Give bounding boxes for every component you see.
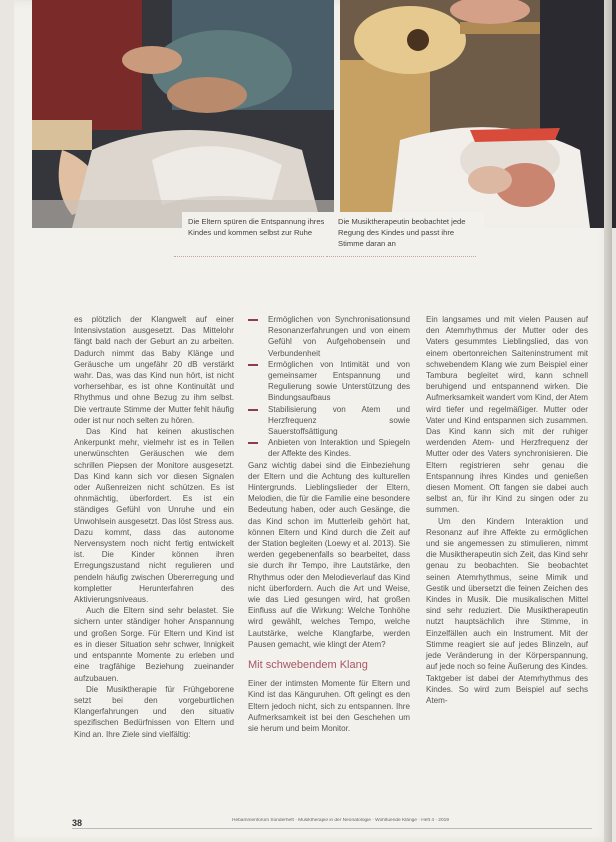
photo-parents-with-baby [32,0,334,228]
therapy-goals-list [248,314,410,460]
footer-divider [72,828,592,829]
list-item: Ermöglichen von Synchronisationsund Resonanzerfahrungen und von einem Gefühl von Aufgehobensein und Verbundenheit [248,314,410,359]
column3-paragraph: Ein langsames und mit vielen Pausen auf den Atemrhythmus der Mutter oder des Vaters gesummtes Lieblingslied, das von einem obertonreichen Saiteninstrument mit schwebendem Klang wie zum Beispiel einer Tambura begleitet wird, kann schnell beruhigend und entspannend wirken. Die Aufmerksamkeit wandert vom Kind, der Atem wird tiefer und regelmäßiger. Mutter oder Vater und Kind entspannen sich zusammen. Das Kind kann sich mit der ruhiger werdenden Atem- und Herzfrequenz der Mutter oder des Vaters synchronisieren. Die Eltern registrieren sehr genau die Entspannung ihres Kindes und genießen diesen Moment. Oft fangen sie dabei auch selbst an, für ihr Kind zu singen oder zu summen. [426,315,588,515]
photo-parents-illustration [32,0,334,228]
column2-paragraph: Ganz wichtig dabei sind die Einbeziehung der Eltern und die Achtung des kulturellen Hintergrunds. Lieblingslieder der Eltern, Melodien, die für die Familie eine besondere Bedeutung haben, oder auch Gesänge, die das Kind schon im Mutterleib gehört hat, können Eltern und Kind durch die Zeit auf der Station begleiten (Loewy et al. 2013). Sie werden gegebenenfalls so bearbeitet, dass sie durch ihr Tempo, ihre Lautstärke, den Rhythmus oder den Melodieverlauf das Kind nicht überfordern. Auch die Art und Weise, wie das Lied gesungen wird, hat großen Einfluss auf die Wirkung: Welche Tonhöhe wird gewählt, welches Tempo, welche Lautstärke, welche Klangfarbe, werden Pausen gemacht, wie klingt der Atem? [248,460,410,649]
photo-therapist-illustration [340,0,616,228]
text-column-3 [426,314,588,706]
column1-paragraph: Das Kind hat keinen akustischen Ankerpunkt mehr, vielmehr ist es in Teilen unerwünschten Geräuschen wie dem schrillen Piepsen der Monitore ausgesetzt. Das Kind kann sich vor diesen Signalen oder Außenreizen nicht schützen. Es ist ohnmächtig, überfordert. Es ist ein ständiges Gefühl von Unruhe und ein Unwohlsein ausgesetzt. Das löst Stress aus. Dazu kommt, dass das autonome Nervensystem noch nicht fertig entwickelt ist. Die Kinder können ihren Erregungszustand nicht regulieren und pendeln häufig zwischen Übererregung und kompletter Herunterfahren des Aktivierungsniveaus. [74,427,234,605]
text-column-2 [248,314,410,734]
magazine-page [14,0,612,842]
caption-right-photo: Die Musiktherapeutin beobachtet jede Regung des Kindes und passt ihre Stimme daran an [332,212,484,252]
section-subheading: Mit schwebendem Klang [248,659,368,672]
footer-citation: Hebammenforum Sonderheft · Musiktherapie in der Neonatologie · Wohltuende Klänge · Heft 4 · 2019 [232,818,449,823]
caption-left-divider [174,256,324,257]
list-item: Anbieten von Interaktion und Spiegeln der Affekte des Kindes. [248,437,410,459]
list-item: Ermöglichen von Intimität und von gemeinsamer Entspannung und Regulierung sowie Unterstützung des Bindungsaufbaus [248,359,410,404]
page-number: 38 [72,818,83,828]
column1-paragraph: Die Musiktherapie für Frühgeborene setzt bei den vorgeburtlichen Klangerfahrungen und den situativ spezifischen Bedürfnissen von Eltern und Kind an. Ihre Ziele sind vielfältig: [74,684,234,739]
caption-right-divider [326,256,476,257]
photo-music-therapist-with-guitar [340,0,616,228]
column1-paragraph: es plötzlich der Klangwelt auf einer Intensivstation ausgesetzt. Das Mittelohr fängt bald nach der Geburt an zu arbeiten. Dadurch nimmt das Baby Klänge und Geräusche um ungefähr 20 dB verstärkt wahr. Das, was das Kind nun hört, ist nicht vorhersehbar, es ist ohne Kontinuität und Rhythmus und ohne Bezug zu ihm selbst. Die vertraute Stimme der Mutter fehlt häufig oder ist nur noch selten zu hören. [74,315,234,425]
column2-paragraph: Einer der intimsten Momente für Eltern und Kind ist das Känguruhen. Oft gelingt es den Eltern jedoch nicht, sich zu entspannen. Ihre Aufmerksamkeit ist bei den Geschehen um sie herum und beim Monitor. [248,679,410,733]
column1-paragraph: Auch die Eltern sind sehr belastet. Sie sichern unter ständiger hoher Anspannung und großen Sorge. Für Eltern und Kind ist es in dieser Situation sehr schwer, Innigkeit und entspannte Momente zu erleben und eine tragfähige Beziehung zueinander aufzubauen. [74,606,234,683]
page-binding-edge [604,0,612,842]
column3-paragraph: Um den Kindern Interaktion und Resonanz auf ihre Affekte zu ermöglichen und sie angemessen zu stimulieren, nimmt die Musiktherapeutin sich Zeit, das Kind sehr genau zu beobachten. Sie beobachtet seinen Atemrhythmus, seine Mimik und Gestik und übersetzt die feinen Zeichen des Kindes in Musik. Die musikalischen Mittel sind sehr reduziert. Die Musiktherapeutin nutzt hauptsächlich ihre Stimme, in Einzelfällen auch ein Instrument. Mit der Stimme reagiert sie auf jedes Blinzeln, auf jede Veränderung in der Körperspannung, auf jede noch so feine Äußerung des Kindes. Taktgeber ist dabei der Atemrhythmus des Kindes. So wird zum Beispiel auf sechs Atem- [426,516,588,705]
list-item: Stabilisierung von Atem und Herzfrequenz sowie Sauerstoffsättigung [248,404,410,438]
text-column-1 [74,314,234,740]
caption-left-photo: Die Eltern spüren die Entspannung ihres Kindes und kommen selbst zur Ruhe [182,212,334,252]
